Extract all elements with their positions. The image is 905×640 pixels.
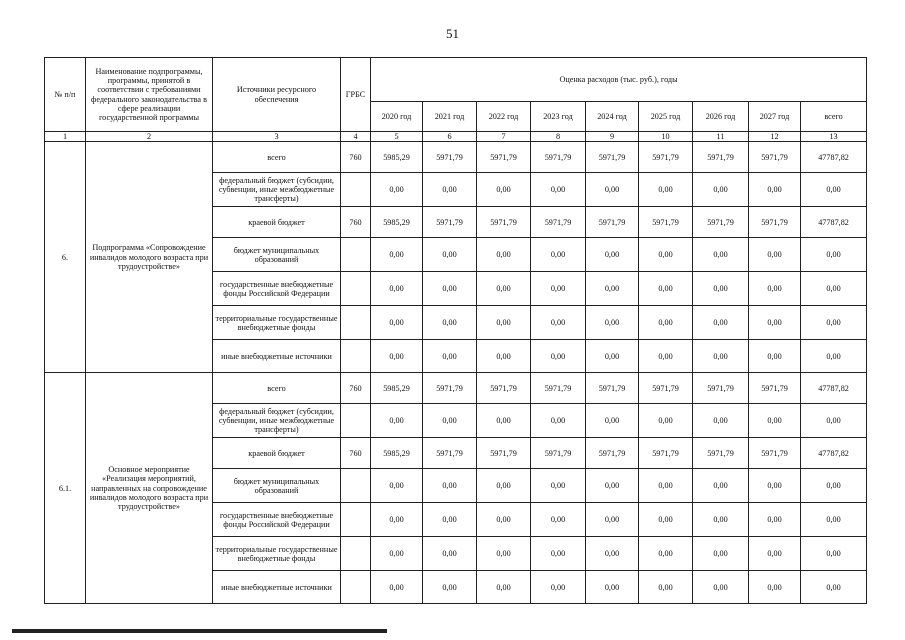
year-value: 0,00 [749, 306, 801, 340]
header-estimate: Оценка расходов (тыс. руб.), годы [371, 58, 867, 102]
grbs-code [341, 404, 371, 438]
year-value: 0,00 [639, 238, 693, 272]
header-year: 2026 год [693, 102, 749, 132]
total-value: 0,00 [801, 306, 867, 340]
year-value: 0,00 [477, 272, 531, 306]
header-year: 2027 год [749, 102, 801, 132]
header-year: 2024 год [586, 102, 639, 132]
grbs-code [341, 238, 371, 272]
year-value: 5971,79 [749, 438, 801, 469]
year-value: 0,00 [371, 503, 423, 537]
grbs-code [341, 272, 371, 306]
grbs-code: 760 [341, 142, 371, 173]
year-value: 5971,79 [531, 438, 586, 469]
funding-source: федеральный бюджет (субсидии, субвенции, иные межбюджетные трансферты) [213, 404, 341, 438]
year-value: 5985,29 [371, 438, 423, 469]
header-year: 2022 год [477, 102, 531, 132]
year-value: 0,00 [749, 238, 801, 272]
funding-source: бюджет муниципальных образований [213, 238, 341, 272]
year-value: 5971,79 [586, 438, 639, 469]
year-value: 0,00 [371, 404, 423, 438]
year-value: 0,00 [586, 404, 639, 438]
column-number-row [45, 132, 867, 142]
year-value: 0,00 [586, 173, 639, 207]
year-value: 5985,29 [371, 142, 423, 173]
year-value: 0,00 [749, 340, 801, 373]
year-value: 0,00 [749, 173, 801, 207]
header-source: Источники ресурсного обеспечения [213, 58, 341, 132]
year-value: 0,00 [693, 272, 749, 306]
year-value: 0,00 [477, 469, 531, 503]
funding-source: краевой бюджет [213, 207, 341, 238]
header-total: всего [801, 102, 867, 132]
column-number: 11 [693, 132, 749, 142]
grbs-code [341, 469, 371, 503]
year-value: 0,00 [693, 173, 749, 207]
grbs-code [341, 503, 371, 537]
year-value: 0,00 [693, 238, 749, 272]
grbs-code [341, 571, 371, 604]
year-value: 5971,79 [639, 142, 693, 173]
year-value: 5971,79 [639, 438, 693, 469]
year-value: 0,00 [477, 238, 531, 272]
year-value: 5971,79 [586, 207, 639, 238]
year-value: 5971,79 [531, 373, 586, 404]
year-value: 0,00 [639, 272, 693, 306]
year-value: 5971,79 [639, 207, 693, 238]
funding-source: территориальные государственные внебюджетные фонды [213, 306, 341, 340]
total-value: 0,00 [801, 340, 867, 373]
year-value: 0,00 [531, 340, 586, 373]
year-value: 0,00 [586, 306, 639, 340]
funding-source: государственные внебюджетные фонды Российской Федерации [213, 272, 341, 306]
year-value: 0,00 [639, 306, 693, 340]
program-name: Подпрограмма «Сопровождение инвалидов молодого возраста при трудоустройстве» [86, 142, 213, 373]
table-row [45, 373, 867, 404]
year-value: 0,00 [477, 404, 531, 438]
year-value: 5971,79 [477, 438, 531, 469]
funding-source: иные внебюджетные источники [213, 340, 341, 373]
year-value: 0,00 [749, 404, 801, 438]
year-value: 0,00 [371, 537, 423, 571]
year-value: 0,00 [371, 238, 423, 272]
year-value: 0,00 [749, 503, 801, 537]
year-value: 5971,79 [531, 142, 586, 173]
year-value: 0,00 [371, 306, 423, 340]
year-value: 0,00 [423, 537, 477, 571]
year-value: 5971,79 [477, 373, 531, 404]
year-value: 5971,79 [693, 142, 749, 173]
column-number: 2 [86, 132, 213, 142]
funding-source: иные внебюджетные источники [213, 571, 341, 604]
year-value: 0,00 [639, 503, 693, 537]
column-number: 3 [213, 132, 341, 142]
year-value: 0,00 [531, 238, 586, 272]
year-value: 0,00 [693, 571, 749, 604]
year-value: 0,00 [586, 340, 639, 373]
year-value: 0,00 [693, 503, 749, 537]
year-value: 0,00 [477, 306, 531, 340]
year-value: 5971,79 [531, 207, 586, 238]
year-value: 5971,79 [477, 207, 531, 238]
total-value: 47787,82 [801, 142, 867, 173]
year-value: 0,00 [639, 404, 693, 438]
row-number: 6.1. [45, 373, 86, 604]
year-value: 0,00 [423, 306, 477, 340]
year-value: 5971,79 [423, 438, 477, 469]
year-value: 5971,79 [693, 373, 749, 404]
row-number: 6. [45, 142, 86, 373]
year-value: 0,00 [639, 173, 693, 207]
year-value: 5985,29 [371, 207, 423, 238]
year-value: 0,00 [693, 537, 749, 571]
year-value: 0,00 [639, 469, 693, 503]
header-year: 2020 год [371, 102, 423, 132]
column-number: 6 [423, 132, 477, 142]
funding-source: бюджет муниципальных образований [213, 469, 341, 503]
year-value: 0,00 [531, 571, 586, 604]
year-value: 0,00 [693, 340, 749, 373]
header-year: 2023 год [531, 102, 586, 132]
column-number: 10 [639, 132, 693, 142]
year-value: 0,00 [639, 537, 693, 571]
year-value: 0,00 [639, 340, 693, 373]
year-value: 0,00 [531, 469, 586, 503]
column-number: 12 [749, 132, 801, 142]
column-number: 8 [531, 132, 586, 142]
year-value: 5971,79 [423, 142, 477, 173]
year-value: 0,00 [423, 469, 477, 503]
year-value: 0,00 [531, 404, 586, 438]
year-value: 0,00 [371, 272, 423, 306]
table-row [45, 142, 867, 173]
total-value: 0,00 [801, 404, 867, 438]
header-grbs: ГРБС [341, 58, 371, 132]
year-value: 0,00 [477, 173, 531, 207]
funding-source: всего [213, 142, 341, 173]
funding-source: федеральный бюджет (субсидии, субвенции, иные межбюджетные трансферты) [213, 173, 341, 207]
year-value: 5971,79 [423, 207, 477, 238]
year-value: 5971,79 [749, 142, 801, 173]
year-value: 5971,79 [639, 373, 693, 404]
year-value: 0,00 [423, 272, 477, 306]
year-value: 0,00 [586, 238, 639, 272]
column-number: 5 [371, 132, 423, 142]
column-number: 4 [341, 132, 371, 142]
total-value: 0,00 [801, 537, 867, 571]
year-value: 0,00 [531, 537, 586, 571]
year-value: 0,00 [371, 173, 423, 207]
grbs-code: 760 [341, 207, 371, 238]
header-name: Наименование подпрограммы, программы, принятой в соответствии с требованиями федерального законодательства в сфере реализации государственной программы [86, 58, 213, 132]
year-value: 0,00 [531, 272, 586, 306]
funding-source: всего [213, 373, 341, 404]
year-value: 0,00 [423, 404, 477, 438]
column-number: 1 [45, 132, 86, 142]
grbs-code [341, 173, 371, 207]
year-value: 0,00 [423, 173, 477, 207]
year-value: 0,00 [586, 469, 639, 503]
year-value: 0,00 [639, 571, 693, 604]
year-value: 5971,79 [586, 373, 639, 404]
grbs-code [341, 537, 371, 571]
year-value: 0,00 [371, 469, 423, 503]
total-value: 0,00 [801, 173, 867, 207]
total-value: 0,00 [801, 469, 867, 503]
year-value: 0,00 [749, 537, 801, 571]
year-value: 5971,79 [749, 373, 801, 404]
year-value: 5971,79 [477, 142, 531, 173]
year-value: 0,00 [477, 340, 531, 373]
year-value: 0,00 [586, 272, 639, 306]
year-value: 0,00 [477, 537, 531, 571]
grbs-code [341, 306, 371, 340]
year-value: 0,00 [749, 571, 801, 604]
year-value: 0,00 [693, 469, 749, 503]
header-year: 2021 год [423, 102, 477, 132]
year-value: 5985,29 [371, 373, 423, 404]
header-num: № п/п [45, 58, 86, 132]
funding-source: краевой бюджет [213, 438, 341, 469]
year-value: 0,00 [531, 173, 586, 207]
year-value: 0,00 [749, 469, 801, 503]
year-value: 0,00 [477, 571, 531, 604]
total-value: 47787,82 [801, 207, 867, 238]
column-number: 7 [477, 132, 531, 142]
year-value: 0,00 [586, 571, 639, 604]
program-name: Основное мероприятие «Реализация мероприятий, направленных на сопровождение инвалидов молодого возраста при трудоустройстве» [86, 373, 213, 604]
year-value: 5971,79 [586, 142, 639, 173]
header-year: 2025 год [639, 102, 693, 132]
year-value: 0,00 [423, 503, 477, 537]
year-value: 0,00 [531, 503, 586, 537]
year-value: 0,00 [477, 503, 531, 537]
year-value: 0,00 [693, 306, 749, 340]
funding-source: территориальные государственные внебюджетные фонды [213, 537, 341, 571]
grbs-code: 760 [341, 373, 371, 404]
year-value: 0,00 [423, 238, 477, 272]
table-body [45, 142, 867, 604]
page-number: 51 [446, 26, 459, 41]
column-number: 9 [586, 132, 639, 142]
year-value: 5971,79 [693, 207, 749, 238]
budget-table [44, 57, 867, 604]
year-value: 0,00 [423, 340, 477, 373]
total-value: 0,00 [801, 272, 867, 306]
year-value: 5971,79 [693, 438, 749, 469]
year-value: 0,00 [371, 340, 423, 373]
year-value: 0,00 [749, 272, 801, 306]
year-value: 5971,79 [423, 373, 477, 404]
grbs-code: 760 [341, 438, 371, 469]
footer-rule [12, 629, 387, 633]
column-number: 13 [801, 132, 867, 142]
total-value: 0,00 [801, 571, 867, 604]
year-value: 0,00 [586, 503, 639, 537]
funding-source: государственные внебюджетные фонды Российской Федерации [213, 503, 341, 537]
year-value: 0,00 [693, 404, 749, 438]
total-value: 0,00 [801, 238, 867, 272]
year-value: 0,00 [371, 571, 423, 604]
year-value: 0,00 [423, 571, 477, 604]
total-value: 0,00 [801, 503, 867, 537]
year-value: 0,00 [586, 537, 639, 571]
year-value: 0,00 [531, 306, 586, 340]
total-value: 47787,82 [801, 438, 867, 469]
total-value: 47787,82 [801, 373, 867, 404]
year-value: 5971,79 [749, 207, 801, 238]
grbs-code [341, 340, 371, 373]
